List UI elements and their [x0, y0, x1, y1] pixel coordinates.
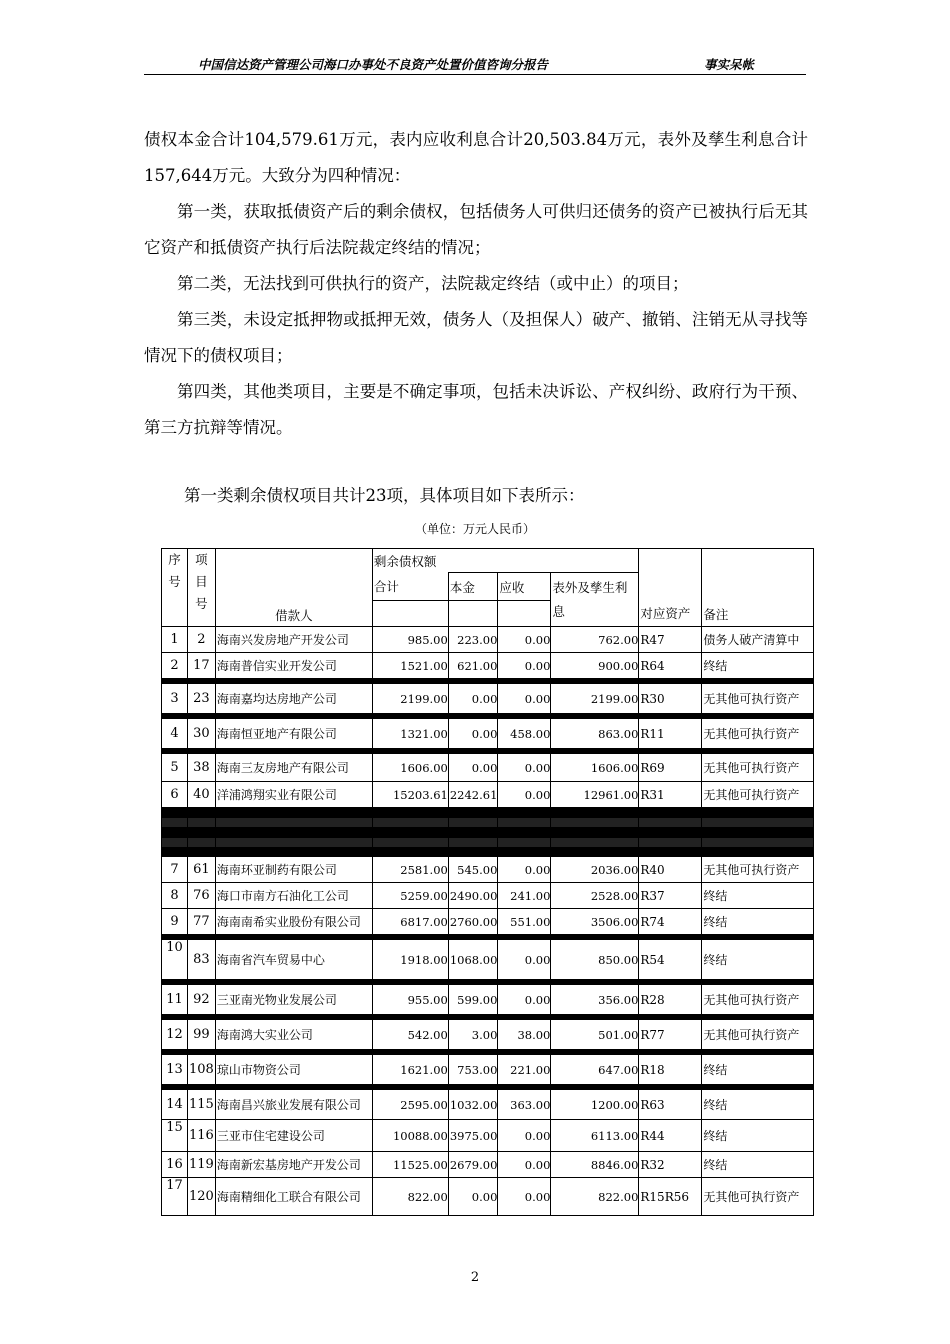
- row-remark: 终结: [702, 1090, 814, 1120]
- row-asset: R54: [639, 940, 702, 980]
- row-remark: 债务人破产清算中: [702, 627, 814, 653]
- table-row: [162, 782, 814, 808]
- row-receivable: 0.00: [498, 1152, 551, 1178]
- row-project-no: 116: [188, 1120, 216, 1152]
- row-asset: R47: [639, 627, 702, 653]
- row-remark: 无其他可执行资产: [702, 782, 814, 808]
- row-seq: 1: [162, 627, 188, 653]
- row-principal: 0.00: [448, 719, 498, 749]
- row-project-no: 99: [188, 1020, 216, 1050]
- row-borrower: 海口市南方石油化工公司: [215, 883, 372, 909]
- table-row: [162, 857, 814, 883]
- header-principal: 本金: [448, 573, 498, 601]
- row-separator: [162, 848, 814, 857]
- row-asset: R15R56: [639, 1178, 702, 1216]
- row-seq: 17: [162, 1178, 188, 1216]
- row-borrower: 海南三友房地产有限公司: [215, 754, 372, 782]
- row-principal: 599.00: [448, 985, 498, 1015]
- header-group: 剩余债权额: [372, 549, 639, 573]
- row-borrower: 海南嘉均达房地产公司: [215, 684, 372, 714]
- row-total: 5259.00: [372, 883, 448, 909]
- row-offsheet: 356.00: [551, 985, 639, 1015]
- row-borrower: 海南新宏基房地产开发公司: [215, 1152, 372, 1178]
- header-total: 合计: [372, 573, 448, 601]
- paragraph-3: 第二类，无法找到可供执行的资产，法院裁定终结（或中止）的项目；: [177, 274, 689, 293]
- row-project-no: 40: [188, 782, 216, 808]
- row-receivable: 0.00: [498, 782, 551, 808]
- row-principal: 0.00: [448, 1178, 498, 1216]
- row-remark: 终结: [702, 940, 814, 980]
- header-offsheet: 表外及孳生利息: [551, 573, 639, 627]
- row-offsheet: 900.00: [551, 653, 639, 679]
- row-seq: 6: [162, 782, 188, 808]
- row-borrower: 海南鸿大实业公司: [215, 1020, 372, 1050]
- row-seq: 4: [162, 719, 188, 749]
- page-number: 2: [470, 1270, 480, 1285]
- row-principal: 3.00: [448, 1020, 498, 1050]
- row-offsheet: 12961.00: [551, 782, 639, 808]
- row-borrower: 海南普信实业开发公司: [215, 653, 372, 679]
- row-principal: 2242.61: [448, 782, 498, 808]
- row-seq: 5: [162, 754, 188, 782]
- paragraph-1: 债权本金合计104,579.61万元，表内应收利息合计20,503.84万元，表外及孳生利息合计157,644万元。大致分为四种情况：: [144, 130, 808, 185]
- row-total: 1621.00: [372, 1055, 448, 1085]
- row-offsheet: 1200.00: [551, 1090, 639, 1120]
- row-borrower: 三亚南光物业发展公司: [215, 985, 372, 1015]
- row-remark: 无其他可执行资产: [702, 1020, 814, 1050]
- row-total: 2199.00: [372, 684, 448, 714]
- row-principal: 1068.00: [448, 940, 498, 980]
- row-principal: 621.00: [448, 653, 498, 679]
- row-receivable: 0.00: [498, 857, 551, 883]
- row-principal: 0.00: [448, 684, 498, 714]
- row-receivable: 0.00: [498, 1178, 551, 1216]
- row-project-no: 92: [188, 985, 216, 1015]
- row-borrower: 海南省汽车贸易中心: [215, 940, 372, 980]
- row-asset: R63: [639, 1090, 702, 1120]
- row-asset: R11: [639, 719, 702, 749]
- header-pid: 项目号: [188, 549, 216, 627]
- row-offsheet: 850.00: [551, 940, 639, 980]
- row-remark: 无其他可执行资产: [702, 985, 814, 1015]
- row-borrower: 琼山市物资公司: [215, 1055, 372, 1085]
- row-total: 542.00: [372, 1020, 448, 1050]
- table-row: [162, 754, 814, 782]
- row-receivable: 221.00: [498, 1055, 551, 1085]
- row-borrower: 海南昌兴旅业发展有限公司: [215, 1090, 372, 1120]
- row-receivable: 0.00: [498, 754, 551, 782]
- row-offsheet: 2036.00: [551, 857, 639, 883]
- row-offsheet: 762.00: [551, 627, 639, 653]
- row-offsheet: 1606.00: [551, 754, 639, 782]
- row-principal: 545.00: [448, 857, 498, 883]
- row-receivable: 458.00: [498, 719, 551, 749]
- row-principal: 2490.00: [448, 883, 498, 909]
- table-row: [162, 653, 814, 679]
- row-asset: R40: [639, 857, 702, 883]
- row-asset: R30: [639, 684, 702, 714]
- row-receivable: 38.00: [498, 1020, 551, 1050]
- table-row: [162, 985, 814, 1015]
- row-receivable: 0.00: [498, 940, 551, 980]
- paragraph-2: 第一类，获取抵债资产后的剩余债权，包括债务人可供归还债务的资产已被执行后无其它资产和抵债资产执行后法院裁定终结的情况；: [144, 202, 808, 257]
- row-borrower: 海南恒亚地产有限公司: [215, 719, 372, 749]
- row-total: 1606.00: [372, 754, 448, 782]
- row-receivable: 0.00: [498, 985, 551, 1015]
- row-offsheet: 2528.00: [551, 883, 639, 909]
- row-remark: 无其他可执行资产: [702, 684, 814, 714]
- section-title: 事实呆帐: [703, 57, 754, 72]
- row-borrower: 海南兴发房地产开发公司: [215, 627, 372, 653]
- row-principal: 0.00: [448, 754, 498, 782]
- debt-table: [161, 548, 814, 1216]
- header-borrower: [215, 549, 372, 627]
- row-project-no: 77: [188, 909, 216, 935]
- table-intro: 第一类剩余债权项目共计23项，具体项目如下表所示：: [184, 486, 585, 505]
- row-receivable: 241.00: [498, 883, 551, 909]
- row-remark: 无其他可执行资产: [702, 857, 814, 883]
- row-receivable: 0.00: [498, 684, 551, 714]
- row-separator: [162, 838, 814, 848]
- row-offsheet: 2199.00: [551, 684, 639, 714]
- row-receivable: 0.00: [498, 627, 551, 653]
- row-asset: R28: [639, 985, 702, 1015]
- table-row: [162, 1090, 814, 1120]
- row-remark: 无其他可执行资产: [702, 719, 814, 749]
- row-receivable: 363.00: [498, 1090, 551, 1120]
- row-project-no: 119: [188, 1152, 216, 1178]
- row-principal: 2679.00: [448, 1152, 498, 1178]
- row-principal: 1032.00: [448, 1090, 498, 1120]
- row-borrower: 三亚市住宅建设公司: [215, 1120, 372, 1152]
- header-receivable: 应收: [498, 573, 551, 601]
- table-row: [162, 1020, 814, 1050]
- row-seq: 9: [162, 909, 188, 935]
- row-offsheet: 822.00: [551, 1178, 639, 1216]
- row-borrower: 洋浦鸿翔实业有限公司: [215, 782, 372, 808]
- row-total: 2581.00: [372, 857, 448, 883]
- table-row: [162, 883, 814, 909]
- row-project-no: 2: [188, 627, 216, 653]
- row-project-no: 38: [188, 754, 216, 782]
- row-borrower: 海南精细化工联合有限公司: [215, 1178, 372, 1216]
- row-seq: 12: [162, 1020, 188, 1050]
- row-total: 985.00: [372, 627, 448, 653]
- row-project-no: 23: [188, 684, 216, 714]
- row-seq: 7: [162, 857, 188, 883]
- row-remark: 终结: [702, 1055, 814, 1085]
- row-separator: [162, 828, 814, 838]
- row-asset: R44: [639, 1120, 702, 1152]
- row-borrower: 海南环亚制药有限公司: [215, 857, 372, 883]
- row-total: 15203.61: [372, 782, 448, 808]
- row-remark: 终结: [702, 909, 814, 935]
- row-project-no: 17: [188, 653, 216, 679]
- row-project-no: 30: [188, 719, 216, 749]
- row-separator: [162, 808, 814, 818]
- row-seq: 10: [162, 940, 188, 980]
- table-row: [162, 1178, 814, 1216]
- paragraph-5: 第四类，其他类项目，主要是不确定事项，包括未决诉讼、产权纠纷、政府行为干预、第三方抗辩等情况。: [144, 382, 808, 437]
- header-remark: 备注: [702, 549, 814, 627]
- row-asset: R31: [639, 782, 702, 808]
- row-offsheet: 6113.00: [551, 1120, 639, 1152]
- row-total: 1918.00: [372, 940, 448, 980]
- row-seq: 13: [162, 1055, 188, 1085]
- row-receivable: 0.00: [498, 1120, 551, 1152]
- table-row: [162, 1152, 814, 1178]
- row-seq: 11: [162, 985, 188, 1015]
- row-asset: R74: [639, 909, 702, 935]
- row-project-no: 61: [188, 857, 216, 883]
- row-total: 6817.00: [372, 909, 448, 935]
- row-remark: 终结: [702, 883, 814, 909]
- header-borrower-label: 借款人: [275, 608, 313, 623]
- row-total: 955.00: [372, 985, 448, 1015]
- table-row: [162, 627, 814, 653]
- row-asset: R64: [639, 653, 702, 679]
- row-offsheet: 501.00: [551, 1020, 639, 1050]
- row-principal: 223.00: [448, 627, 498, 653]
- header-asset: 对应资产: [639, 549, 702, 627]
- row-seq: 2: [162, 653, 188, 679]
- row-asset: R18: [639, 1055, 702, 1085]
- row-remark: 终结: [702, 1152, 814, 1178]
- row-project-no: 120: [188, 1178, 216, 1216]
- row-remark: 终结: [702, 1120, 814, 1152]
- row-remark: 无其他可执行资产: [702, 754, 814, 782]
- table-row: [162, 1120, 814, 1152]
- row-seq: 3: [162, 684, 188, 714]
- row-project-no: 108: [188, 1055, 216, 1085]
- table-row: [162, 684, 814, 714]
- row-seq: 14: [162, 1090, 188, 1120]
- row-receivable: 0.00: [498, 653, 551, 679]
- row-total: 11525.00: [372, 1152, 448, 1178]
- page-header: [144, 52, 806, 75]
- row-offsheet: 863.00: [551, 719, 639, 749]
- row-project-no: 115: [188, 1090, 216, 1120]
- table-row: [162, 909, 814, 935]
- row-seq: 15: [162, 1120, 188, 1152]
- row-asset: R69: [639, 754, 702, 782]
- row-offsheet: 3506.00: [551, 909, 639, 935]
- row-borrower: 海南南希实业股份有限公司: [215, 909, 372, 935]
- row-separator: [162, 818, 814, 828]
- row-remark: 无其他可执行资产: [702, 1178, 814, 1216]
- row-project-no: 76: [188, 883, 216, 909]
- header-seq: 序号: [162, 549, 188, 627]
- unit-note: （单位：万元人民币）: [414, 522, 535, 536]
- body-text: [144, 122, 808, 446]
- table-row: [162, 1055, 814, 1085]
- paragraph-4: 第三类，未设定抵押物或抵押无效，债务人（及担保人）破产、撤销、注销无从寻找等情况下的债权项目；: [144, 310, 808, 365]
- report-title: 中国信达资产管理公司海口办事处不良资产处置价值咨询分报告: [198, 57, 549, 72]
- row-remark: 终结: [702, 653, 814, 679]
- row-principal: 753.00: [448, 1055, 498, 1085]
- row-principal: 2760.00: [448, 909, 498, 935]
- row-total: 1321.00: [372, 719, 448, 749]
- row-asset: R37: [639, 883, 702, 909]
- row-total: 1521.00: [372, 653, 448, 679]
- row-principal: 3975.00: [448, 1120, 498, 1152]
- row-total: 10088.00: [372, 1120, 448, 1152]
- row-seq: 8: [162, 883, 188, 909]
- row-asset: R77: [639, 1020, 702, 1050]
- row-project-no: 83: [188, 940, 216, 980]
- table-row: [162, 719, 814, 749]
- row-total: 2595.00: [372, 1090, 448, 1120]
- row-total: 822.00: [372, 1178, 448, 1216]
- row-asset: R32: [639, 1152, 702, 1178]
- row-offsheet: 647.00: [551, 1055, 639, 1085]
- table-row: [162, 940, 814, 980]
- row-offsheet: 8846.00: [551, 1152, 639, 1178]
- row-receivable: 551.00: [498, 909, 551, 935]
- row-seq: 16: [162, 1152, 188, 1178]
